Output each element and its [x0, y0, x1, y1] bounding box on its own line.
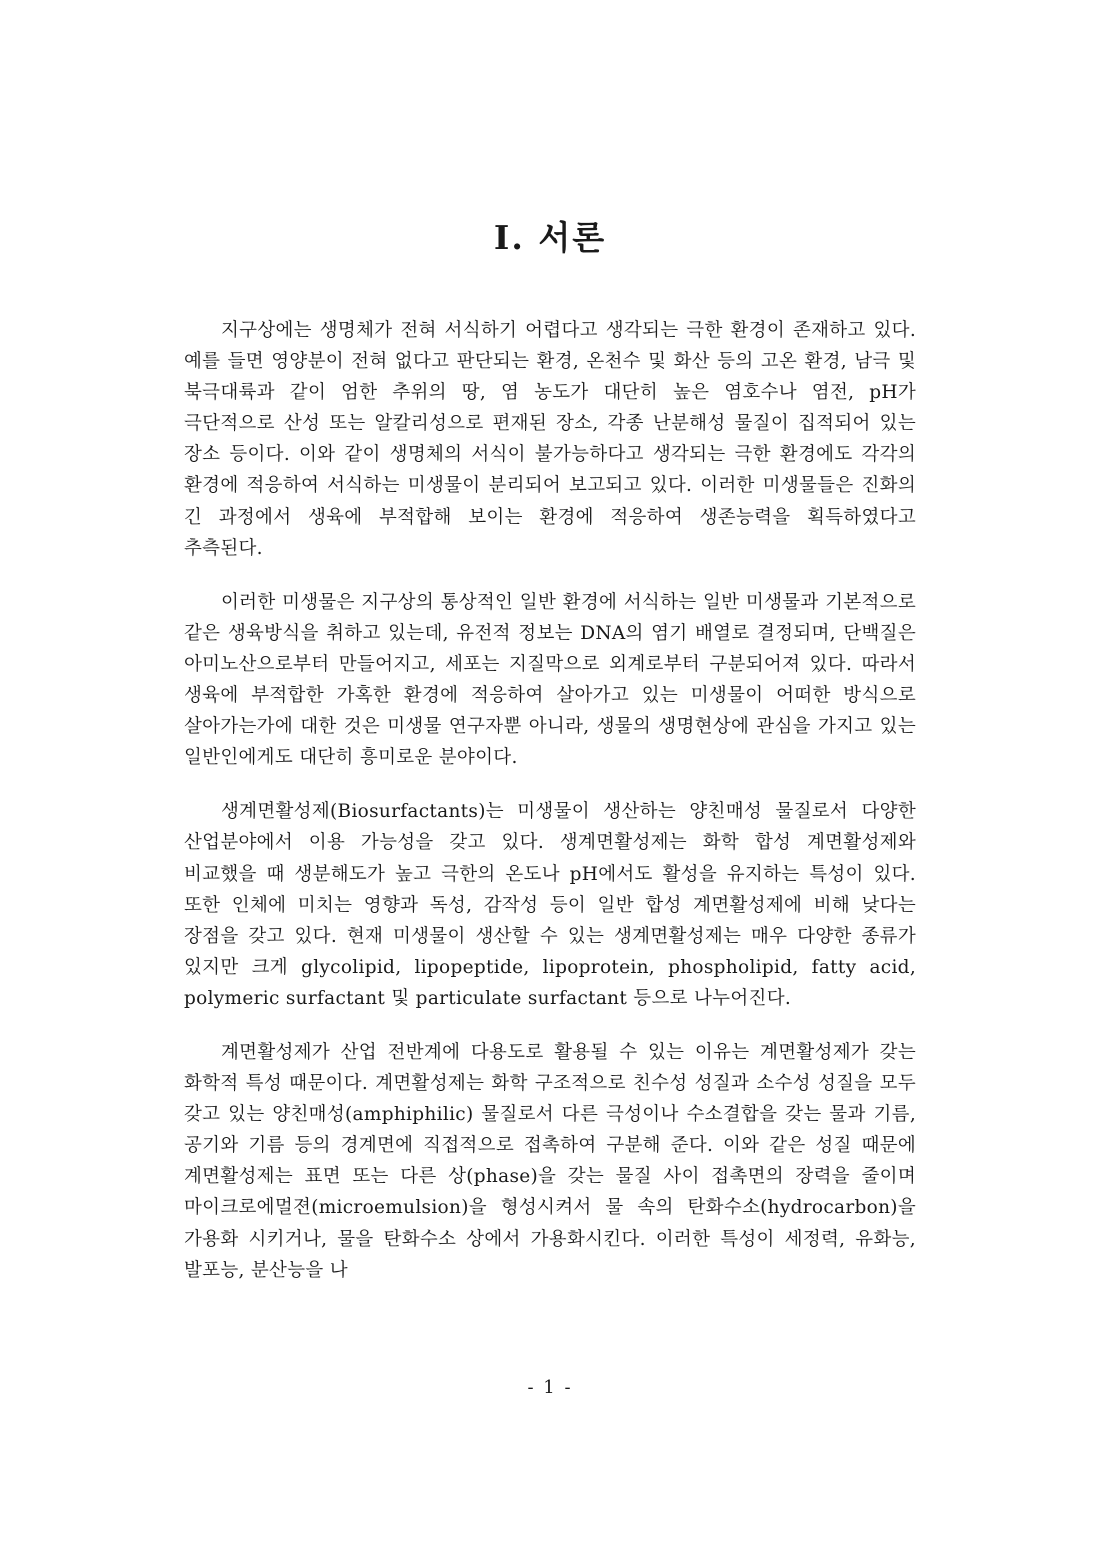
paragraph-surfactant-properties: 계면활성제가 산업 전반계에 다용도로 활용될 수 있는 이유는 계면활성제가 갖는 화학적 특성 때문이다. 계면활성제는 화학 구조적으로 친수성 성질과 소수성 성질을 모두 갖고 있는 양친매성(amphiphilic) 물질로서 다른 극성이나 수소결합을 갖는 물과 기름, 공기와 기름 등의 경계면에 직접적으로 접촉하여 구분해 준다. 이와 같은 성질 때문에 계면활성제는 표면 또는 다른 상(phase)을 갖는 물질 사이 접촉면의 장력을 줄이며 마이크로에멀젼(microemulsion)을 형성시켜서 물 속의 탄화수소(hydrocarbon)을 가용화 시키거나, 물을 탄화수소 상에서 가용화시킨다. 이러한 특성이 세정력, 유화능, 발포능, 분산능을 나 — [184, 1041, 916, 1281]
page-number: - 1 - — [527, 1377, 573, 1398]
paragraph-extreme-environments: 지구상에는 생명체가 전혀 서식하기 어렵다고 생각되는 극한 환경이 존재하고 있다. 예를 들면 영양분이 전혀 없다고 판단되는 환경, 온천수 및 화산 등의 고온 환경, 남극 및 북극대륙과 같이 엄한 추위의 땅, 염 농도가 대단히 높은 염호수나 염전, pH가 극단적으로 산성 또는 알칼리성으로 편재된 장소, 각종 난분해성 물질이 집적되어 있는 장소 등이다. 이와 같이 생명체의 서식이 불가능하다고 생각되는 극한 환경에도 각각의 환경에 적응하여 서식하는 미생물이 분리되어 보고되고 있다. 이러한 미생물들은 진화의 긴 과정에서 생육에 부적합해 보이는 환경에 적응하여 생존능력을 획득하였다고 추측된다. — [184, 320, 916, 559]
section-title: Ⅰ. 서론 — [493, 218, 607, 257]
body-text — [184, 315, 916, 1309]
paragraph-microbial-life: 이러한 미생물은 지구상의 통상적인 일반 환경에 서식하는 일반 미생물과 기본적으로 같은 생육방식을 취하고 있는데, 유전적 정보는 DNA의 염기 배열로 결정되며, 단백질은 아미노산으로부터 만들어지고, 세포는 지질막으로 외계로부터 구분되어져 있다. 따라서 생육에 부적합한 가혹한 환경에 적응하여 살아가고 있는 미생물이 어떠한 방식으로 살아가는가에 대한 것은 미생물 연구자뿐 아니라, 생물의 생명현상에 관심을 가지고 있는 일반인에게도 대단히 흥미로운 분야이다. — [184, 591, 916, 769]
paragraph-biosurfactants: 생계면활성제(Biosurfactants)는 미생물이 생산하는 양친매성 물질로서 다양한 산업분야에서 이용 가능성을 갖고 있다. 생계면활성제는 화학 합성 계면활성제와 비교했을 때 생분해도가 높고 극한의 온도나 pH에서도 활성을 유지하는 특성이 있다. 또한 인체에 미치는 영향과 독성, 감작성 등이 일반 합성 계면활성제에 비해 낮다는 장점을 갖고 있다. 현재 미생물이 생산할 수 있는 생계면활성제는 매우 다양한 종류가 있지만 크게 glycolipid, lipopeptide, lipoprotein, phospholipid, fatty acid, polymeric surfactant 및 particulate surfactant 등으로 나누어진다. — [184, 801, 916, 1009]
